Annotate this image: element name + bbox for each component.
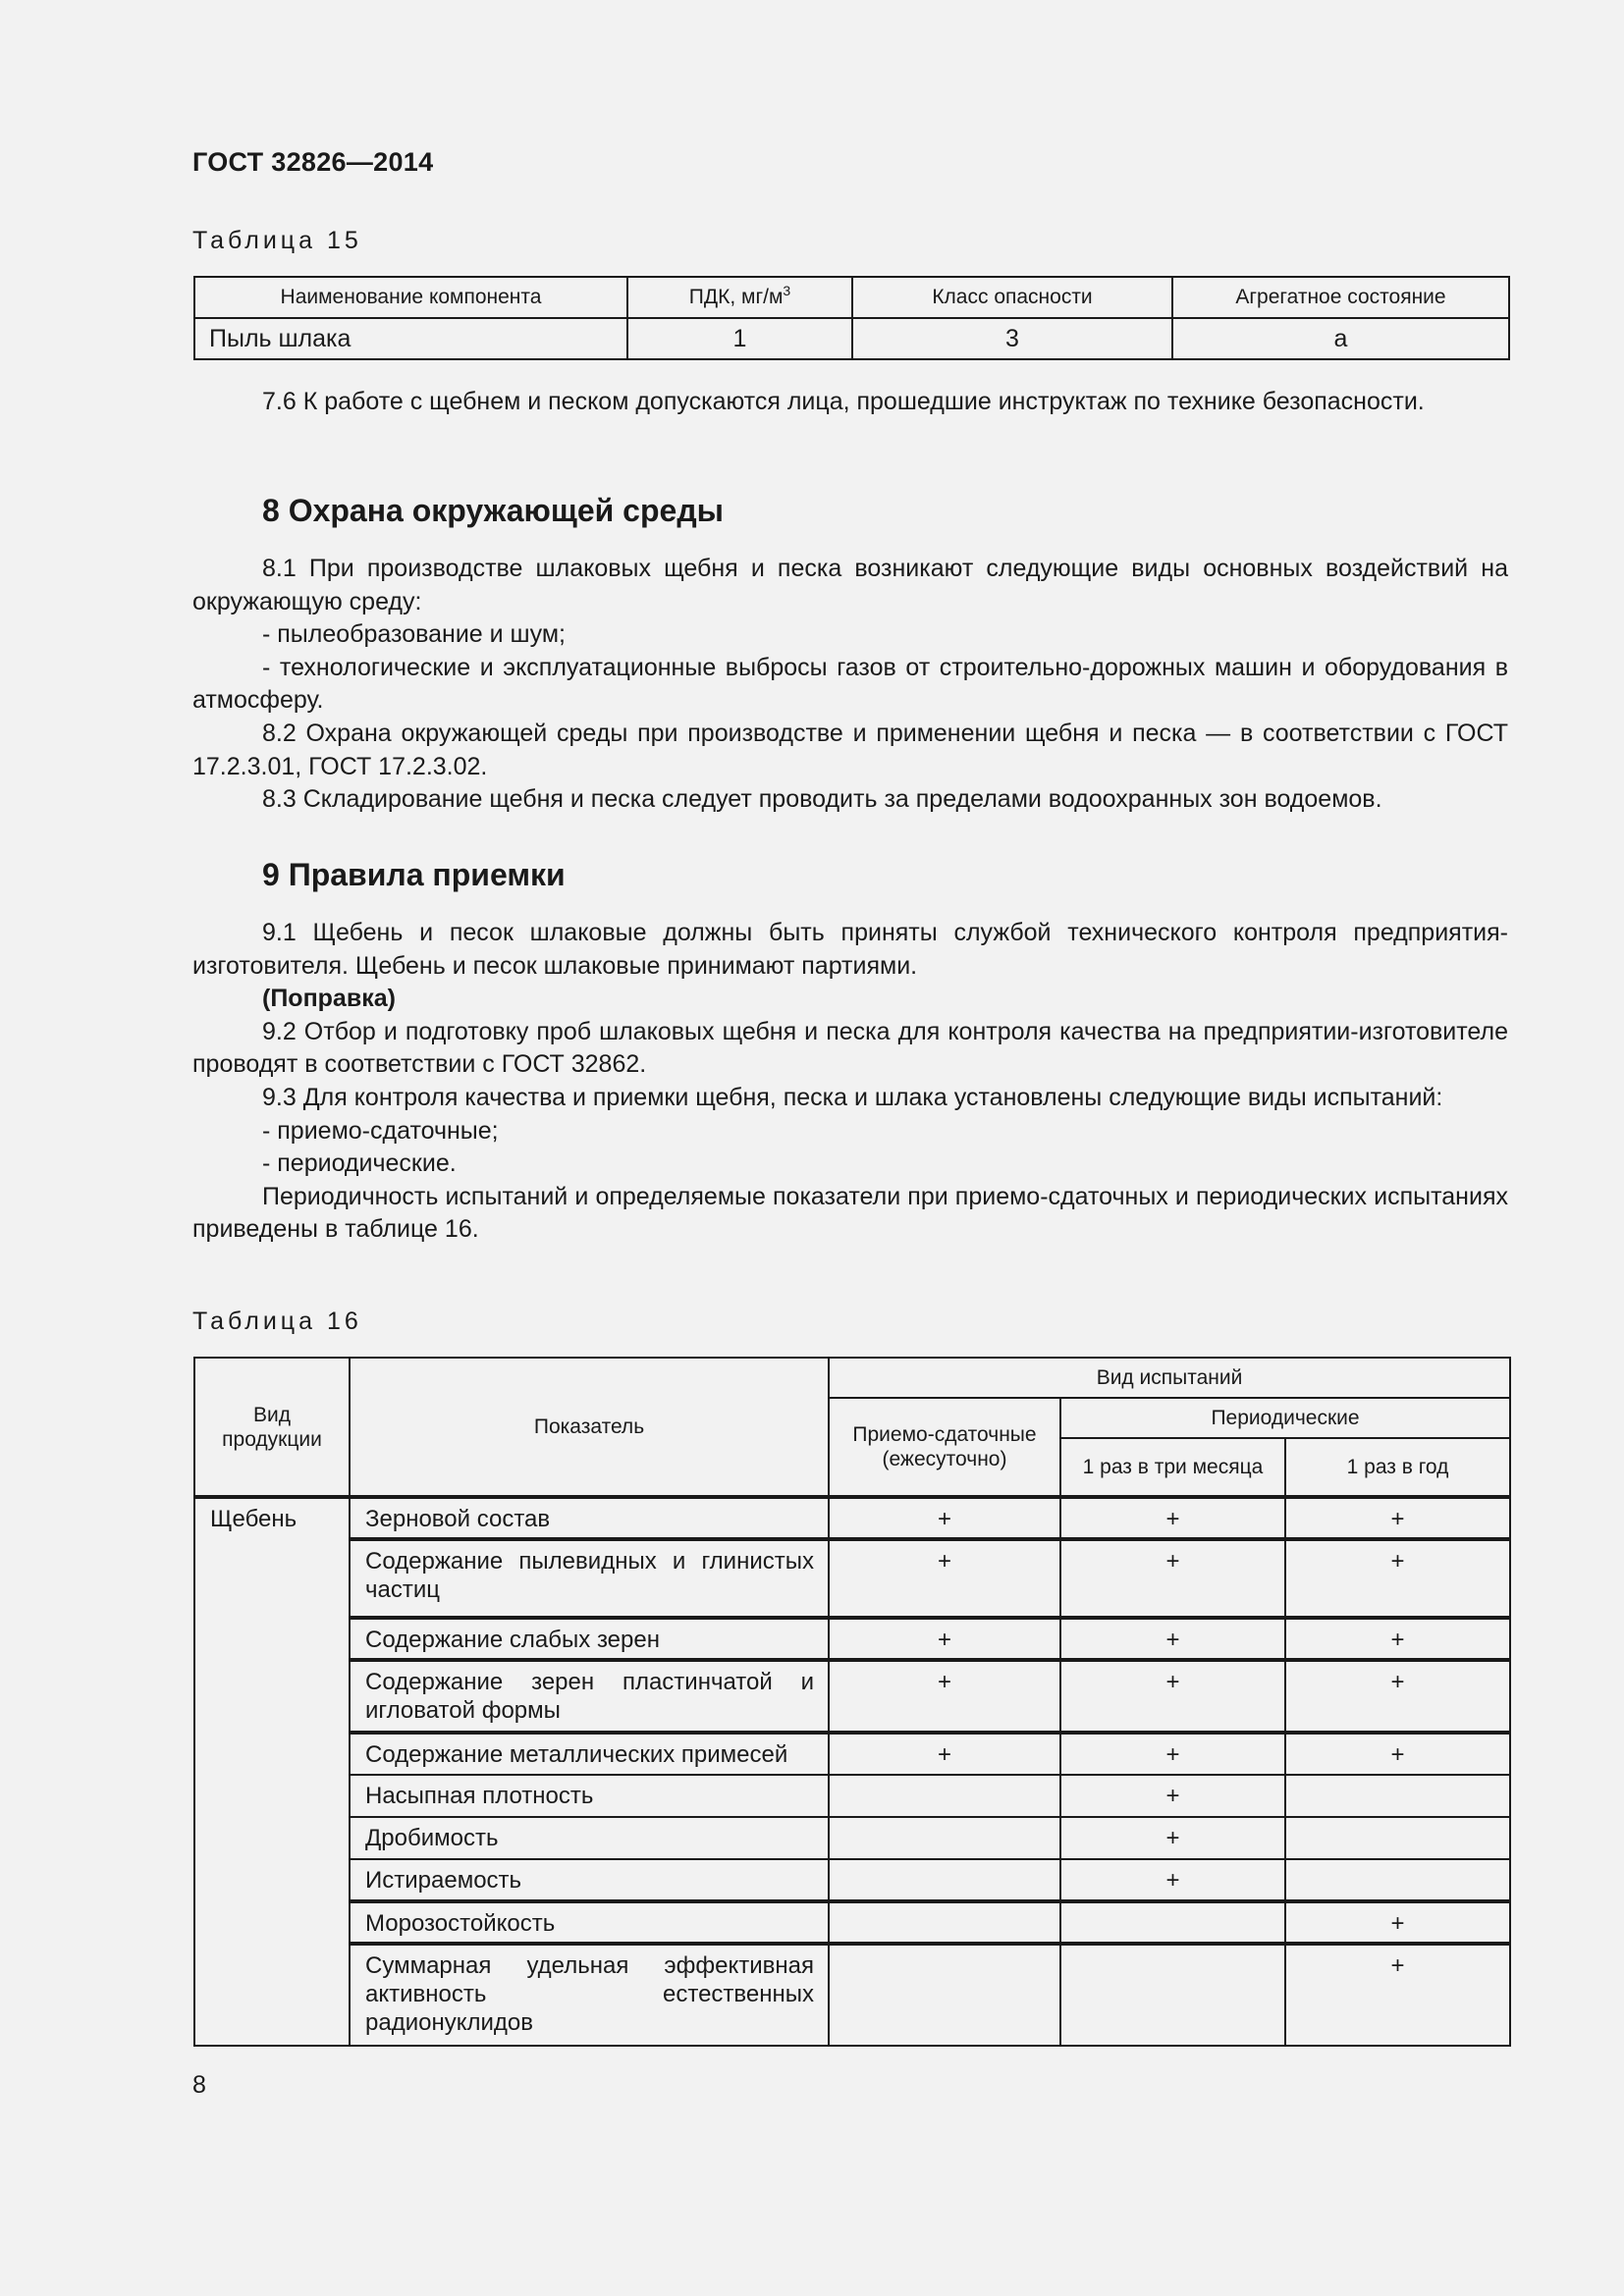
table15-row (194, 318, 1509, 359)
paragraph-8-3: 8.3 Складирование щебня и песка следует проводить за пределами водоохранных зон водоемов. (262, 785, 1382, 814)
table16-mark: + (1060, 1733, 1285, 1775)
table16-mark: + (1060, 1618, 1285, 1660)
table16-mark: + (829, 1618, 1060, 1660)
table16-indicator: Истираемость (350, 1859, 829, 1901)
table16-col-quarterly: 1 раз в три месяца (1060, 1438, 1285, 1497)
table-row (194, 1660, 1510, 1733)
table16-indicator: Содержание металлических примесей (350, 1733, 829, 1775)
table-row (194, 1859, 1510, 1901)
table16-mark (1285, 1775, 1510, 1817)
table16-mark: + (1060, 1775, 1285, 1817)
table16-mark (829, 1944, 1060, 2046)
paragraph-8-1: 8.1 При производстве шлаковых щебня и песка возникают следующие виды основных воздействий на окружающую среду: (192, 555, 1508, 615)
table16-indicator: Морозостойкость (350, 1901, 829, 1944)
section-8-body (192, 553, 1508, 817)
table16-mark: + (1060, 1859, 1285, 1901)
table15-col-pdk: ПДК, $мг/м^3$ (627, 277, 852, 318)
table16-mark: + (829, 1497, 1060, 1539)
table16-indicator: Содержание пылевидных и глинистых частиц (350, 1539, 829, 1618)
table16-product: Щебень (194, 1497, 350, 2046)
table-row (194, 1539, 1510, 1618)
section-8-title: 8 Охрана окружающей среды (262, 493, 724, 528)
table-row (194, 1775, 1510, 1817)
list-item: - пылеобразование и шум; (262, 620, 566, 649)
table16-indicator: Суммарная удельная эффективная активность естественных радионуклидов (350, 1944, 829, 2046)
table15-cell: а (1172, 318, 1509, 359)
paragraph-9-1: 9.1 Щебень и песок шлаковые должны быть приняты службой технического контроля предприятия-изготовителя. Щебень и песок шлаковые принимают партиями. (192, 919, 1508, 980)
paragraph-9-4: Периодичность испытаний и определяемые показатели при приемо-сдаточных и периодических испытаниях приведены в таблице 16. (192, 1182, 1508, 1244)
table15-col-component: Наименование компонента (194, 277, 627, 318)
page-number: 8 (192, 2071, 206, 2099)
list-item: - периодические. (262, 1149, 457, 1178)
table16-mark: + (829, 1660, 1060, 1733)
table16-mark: + (1285, 1660, 1510, 1733)
table15-caption: Таблица 15 (192, 227, 362, 254)
table16-header-row (194, 1358, 1510, 1398)
table16-col-indicator: Показатель (350, 1358, 829, 1497)
table16-indicator: Зерновой состав (350, 1497, 829, 1539)
table16-caption: Таблица 16 (192, 1308, 362, 1335)
table16-mark: + (829, 1539, 1060, 1618)
list-item: - технологические и эксплуатационные выбросы газов от строительно-дорожных машин и оборудования в атмосферу. (192, 653, 1508, 715)
table-16 (193, 1357, 1511, 2047)
table15-col-state: Агрегатное состояние (1172, 277, 1509, 318)
table-row (194, 1901, 1510, 1944)
table16-mark (1060, 1901, 1285, 1944)
table16-col-acceptance: Приемо-сдаточные (ежесуточно) (829, 1398, 1060, 1497)
table-15 (193, 276, 1510, 360)
table16-mark: + (1060, 1817, 1285, 1859)
table16-mark: + (829, 1733, 1060, 1775)
section-9-body (192, 917, 1508, 1247)
table16-indicator: Содержание слабых зерен (350, 1618, 829, 1660)
table15-header-row (194, 277, 1509, 318)
table16-indicator: Насыпная плотность (350, 1775, 829, 1817)
table16-mark (1285, 1859, 1510, 1901)
table16-mark: + (1060, 1660, 1285, 1733)
table16-mark: + (1285, 1618, 1510, 1660)
table15-col-hazard: Класс опасности (852, 277, 1172, 318)
table16-mark: + (1285, 1497, 1510, 1539)
table15-cell: 1 (627, 318, 852, 359)
table16-mark (1285, 1817, 1510, 1859)
table15-cell: Пыль шлака (194, 318, 627, 359)
table16-mark (829, 1817, 1060, 1859)
table-row (194, 1618, 1510, 1660)
table16-mark: + (1285, 1901, 1510, 1944)
paragraph-9-3: 9.3 Для контроля качества и приемки щебня, песка и шлака установлены следующие виды испытаний: (262, 1083, 1443, 1111)
table16-col-yearly: 1 раз в год (1285, 1438, 1510, 1497)
table16-mark (1060, 1944, 1285, 2046)
paragraph-7-6-block (192, 386, 1508, 419)
amendment-note: (Поправка) (262, 985, 396, 1013)
paragraph-9-2: 9.2 Отбор и подготовку проб шлаковых щебня и песка для контроля качества на предприятии-изготовителе проводят в соответствии с ГОСТ 32862. (192, 1017, 1508, 1079)
table16-mark: + (1285, 1733, 1510, 1775)
table16-col-product: Вид продукции (194, 1358, 350, 1497)
table16-indicator: Содержание зерен пластинчатой и игловатой формы (350, 1660, 829, 1733)
paragraph-8-2: 8.2 Охрана окружающей среды при производстве и применении щебня и песка — в соответствии с ГОСТ 17.2.3.01, ГОСТ 17.2.3.02. (192, 719, 1508, 780)
table-row (194, 1817, 1510, 1859)
table16-mark (829, 1901, 1060, 1944)
table-row (194, 1944, 1510, 2046)
table16-indicator: Дробимость (350, 1817, 829, 1859)
table16-mark: + (1060, 1539, 1285, 1618)
table-row (194, 1733, 1510, 1775)
table16-mark: + (1285, 1539, 1510, 1618)
table16-mark: + (1285, 1944, 1510, 2046)
section-9-title: 9 Правила приемки (262, 857, 566, 892)
table16-mark (829, 1775, 1060, 1817)
table16-mark: + (1060, 1497, 1285, 1539)
table-row (194, 1497, 1510, 1539)
paragraph-7-6: 7.6 К работе с щебнем и песком допускаются лица, прошедшие инструктаж по технике безопасности. (262, 388, 1425, 415)
table15-cell: 3 (852, 318, 1172, 359)
table16-mark (829, 1859, 1060, 1901)
list-item: - приемо-сдаточные; (262, 1116, 499, 1145)
table16-col-tests: Вид испытаний (829, 1358, 1510, 1398)
document-header: ГОСТ 32826—2014 (192, 147, 434, 177)
table16-col-periodic: Периодические (1060, 1398, 1510, 1438)
